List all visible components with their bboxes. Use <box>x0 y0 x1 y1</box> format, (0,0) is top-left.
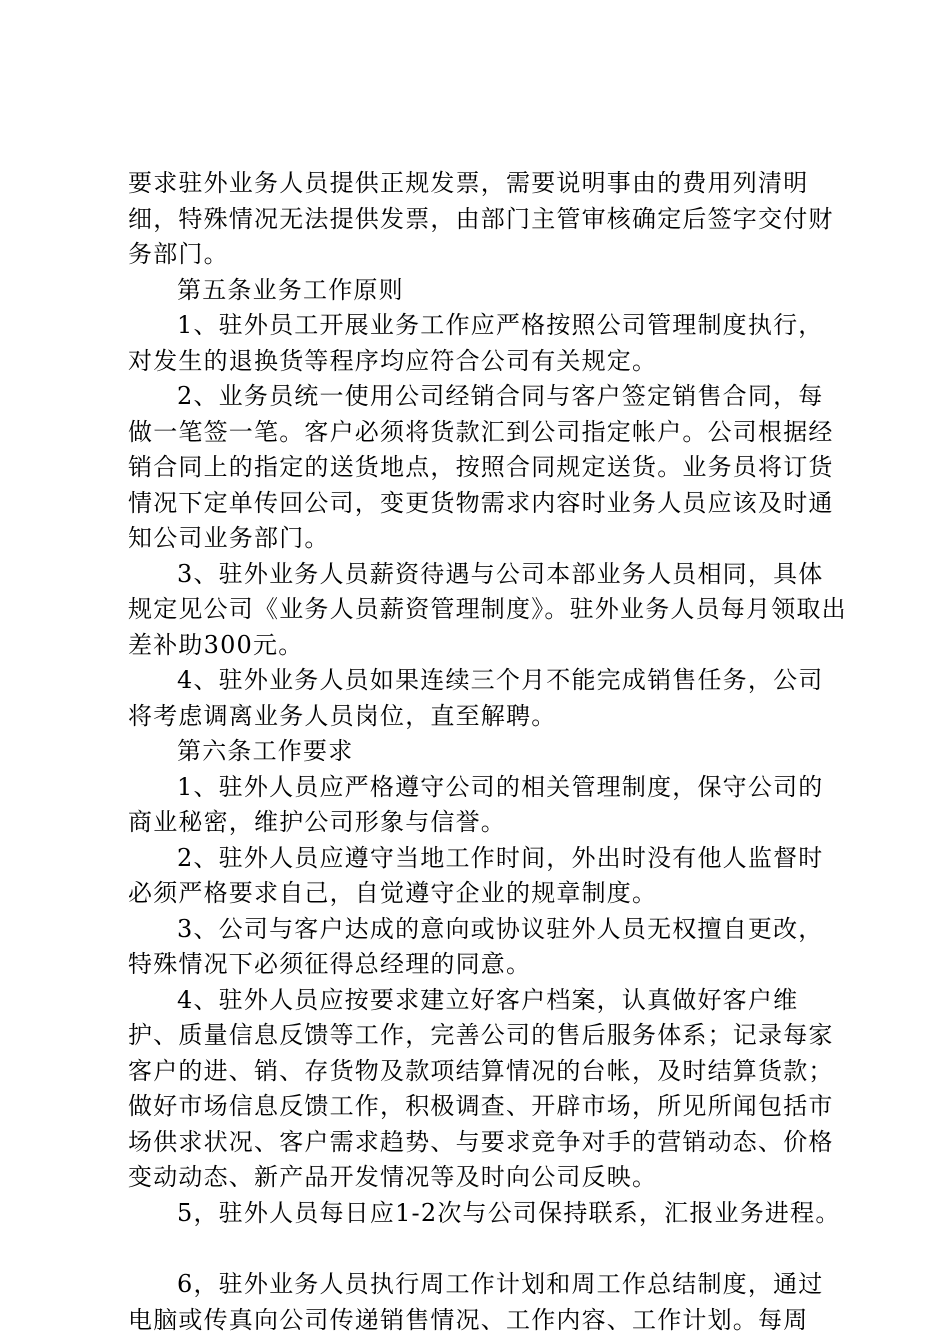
paragraph-article-6-item-3: 3、公司与客户达成的意向或协议驻外人员无权擅自更改，特殊情况下必须征得总经理的同意。 <box>128 914 824 978</box>
paragraph-article-6-item-4: 4、驻外人员应按要求建立好客户档案，认真做好客户维护、质量信息反馈等工作，完善公司的售后服务体系；记录每家客户的进、销、存货物及款项结算情况的台帐，及时结算货款；做好市场信息反馈工作，积极调查、开辟市场，所见所闻包括市场供求状况、客户需求趋势、与要求竞争对手的营销动态、价格变动动态、新产品开发情况等及时向公司反映。 <box>128 985 834 1191</box>
paragraph-article-5-item-1: 1、驻外员工开展业务工作应严格按照公司管理制度执行，对发生的退换货等程序均应符合公司有关规定。 <box>128 311 824 375</box>
paragraph-article-6-item-5: 5，驻外人员每日应1-2次与公司保持联系，汇报业务进程。 <box>177 1198 841 1227</box>
heading-article-5: 第五条业务工作原则 <box>177 275 404 304</box>
document-body <box>128 166 848 1338</box>
paragraph-invoice-requirement: 要求驻外业务人员提供正规发票，需要说明事由的费用列清明细，特殊情况无法提供发票，由部门主管审核确定后签字交付财务部门。 <box>128 169 834 268</box>
paragraph-article-6-item-1: 1、驻外人员应严格遵守公司的相关管理制度，保守公司的商业秘密，维护公司形象与信誉。 <box>128 772 824 836</box>
paragraph-article-5-item-2: 2、业务员统一使用公司经销合同与客户签定销售合同，每做一笔签一笔。客户必须将货款汇到公司指定帐户。公司根据经销合同上的指定的送货地点，按照合同规定送货。业务员将订货情况下定单传回公司，变更货物需求内容时业务人员应该及时通知公司业务部门。 <box>128 382 834 552</box>
paragraph-article-5-item-4: 4、驻外业务人员如果连续三个月不能完成销售任务，公司将考虑调离业务人员岗位，直至解聘。 <box>128 666 824 730</box>
paragraph-article-6-item-6: 6，驻外业务人员执行周工作计划和周工作总结制度，通过电脑或传真向公司传递销售情况、工作内容、工作计划。每周 <box>128 1270 824 1334</box>
paragraph-spacer <box>128 1231 848 1267</box>
heading-article-6: 第六条工作要求 <box>177 737 354 765</box>
paragraph-article-6-item-2: 2、驻外人员应遵守当地工作时间，外出时没有他人监督时必须严格要求自己，自觉遵守企业的规章制度。 <box>128 843 824 907</box>
paragraph-article-5-item-3: 3、驻外业务人员薪资待遇与公司本部业务人员相同，具体规定见公司《业务人员薪资管理制度》。驻外业务人员每月领取出差补助300元。 <box>128 559 847 659</box>
